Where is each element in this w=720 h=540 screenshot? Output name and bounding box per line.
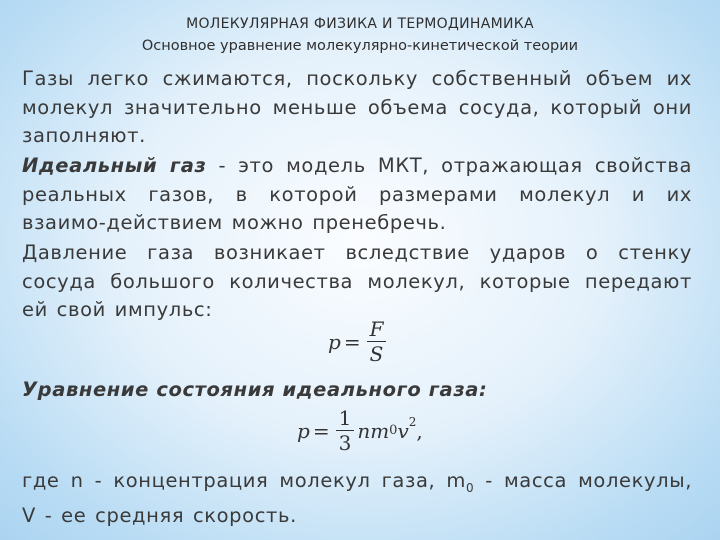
legend-mass-subscript: 0 — [465, 480, 475, 495]
mass-subscript: 0 — [389, 423, 398, 438]
mkt-basic-equation — [297, 407, 423, 454]
fraction-numerator: 1 — [336, 407, 355, 431]
formula-equals: = — [343, 329, 361, 354]
slide-subtitle: Основное уравнение молекулярно-кинетической теории — [141, 38, 579, 54]
paragraph-legend — [22, 467, 692, 531]
legend-text-part1: где n - концентрация молекул газа, m — [22, 469, 466, 492]
mass-symbol: m — [370, 418, 390, 443]
ideal-gas-definition-text: - это модель МКТ, отражающая свойства реальных газов, в которой размерами молекул и их взаимо-действием можно пренебречь. — [22, 154, 692, 234]
fraction-denominator: S — [369, 342, 384, 366]
legend-text-part2: - масса молекулы, V - ее средняя скорость. — [22, 469, 692, 528]
force-over-area-fraction — [367, 318, 387, 365]
one-third-fraction — [336, 407, 355, 454]
paragraph-gas-compression: Газы легко сжимаются, поскольку собственный объем их молекул значительно меньше объема сосуда, который они заполняют. — [22, 67, 692, 147]
paragraph-gas-pressure: Давление газа возникает вследствие ударов о стенку сосуда большого количества молекул, которые передают ей свой импульс: — [22, 241, 692, 321]
formula-equals: = — [312, 418, 330, 443]
velocity-symbol: v — [397, 418, 409, 443]
slide-title: МОЛЕКУЛЯРНАЯ ФИЗИКА И ТЕРМОДИНАМИКА — [186, 16, 534, 32]
pressure-formula — [328, 318, 389, 365]
paragraph-ideal-gas-definition — [22, 152, 692, 238]
fraction-denominator: 3 — [338, 431, 352, 455]
ideal-gas-equation-heading: Уравнение состояния идеального газа: — [22, 378, 488, 401]
formula-trailing-comma: , — [416, 418, 423, 443]
formula-lhs: p — [328, 329, 341, 354]
concentration-symbol: n — [357, 418, 371, 443]
formula-lhs: p — [297, 418, 310, 443]
velocity-exponent: 2 — [408, 414, 417, 429]
ideal-gas-term: Идеальный газ — [22, 154, 207, 177]
fraction-numerator: F — [367, 318, 387, 342]
